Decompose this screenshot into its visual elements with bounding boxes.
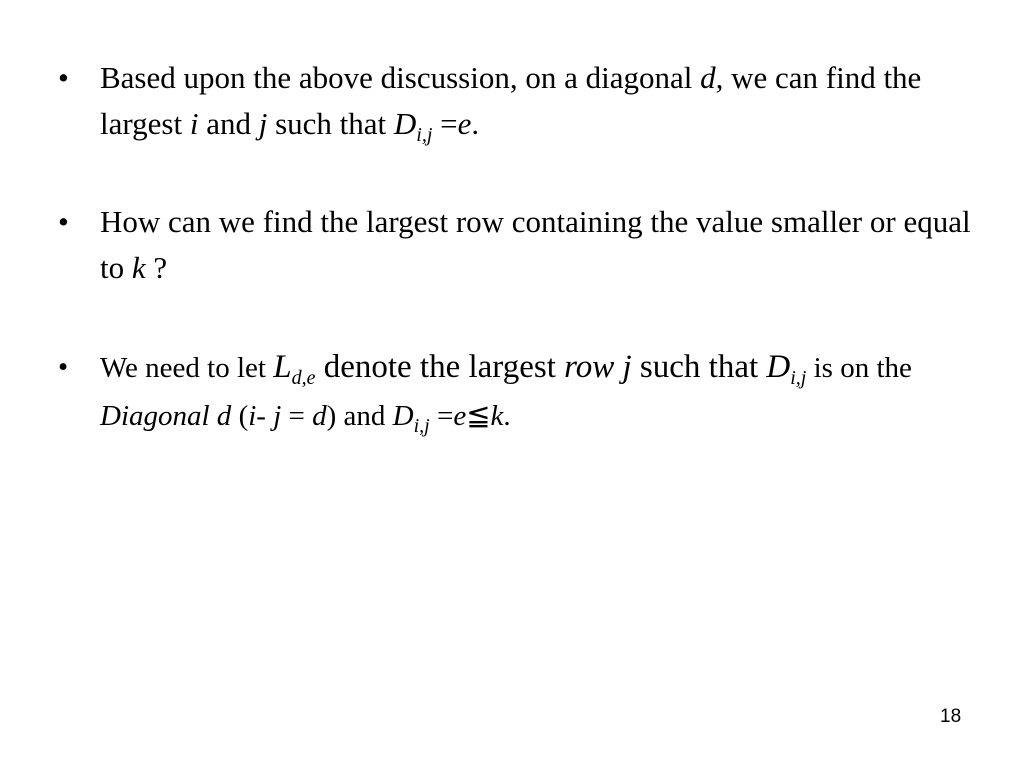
text-segment: k <box>131 250 146 285</box>
text-segment: k <box>490 400 504 432</box>
bullet-text <box>100 349 912 437</box>
bullet-item <box>58 199 978 291</box>
text-segment: i,j <box>416 124 433 146</box>
text-segment: i <box>189 106 199 141</box>
text-segment: denote the largest <box>315 349 565 385</box>
text-segment: i,j <box>413 415 430 437</box>
text-segment: = <box>429 400 454 432</box>
text-segment: D <box>766 349 791 385</box>
text-segment: j <box>273 400 282 432</box>
text-segment: d, <box>700 60 724 95</box>
text-segment: How can we find the largest row containing the value smaller or equal to <box>100 204 971 285</box>
text-segment: ≦ <box>466 400 491 432</box>
text-segment: i <box>248 400 257 432</box>
text-segment: row j <box>564 349 632 385</box>
bullet-item <box>58 55 978 147</box>
text-segment: d <box>312 400 327 432</box>
text-segment: d,e <box>291 367 316 389</box>
page-number: 18 <box>940 706 962 727</box>
bullet-list <box>58 55 978 492</box>
bullet-item <box>58 343 978 440</box>
text-segment: D <box>393 106 417 141</box>
text-segment: ( <box>231 400 249 432</box>
text-segment: i,j <box>790 367 807 389</box>
text-segment: = <box>281 400 313 432</box>
text-segment: ? <box>145 250 168 285</box>
bullet-text <box>100 204 971 285</box>
text-segment: Diagonal d <box>100 400 232 432</box>
text-segment: We need to let <box>100 352 274 384</box>
text-segment: j <box>258 106 268 141</box>
bullet-dot-icon: • <box>58 351 69 383</box>
text-segment: we can find the largest <box>100 60 922 141</box>
bullet-text <box>100 60 922 146</box>
text-segment: . <box>471 106 480 141</box>
text-segment: and <box>198 106 259 141</box>
text-segment: Based upon the above discussion, on a diagonal <box>100 60 701 95</box>
text-segment: D <box>392 400 414 432</box>
text-segment: e <box>457 106 472 141</box>
text-segment: e <box>453 400 467 432</box>
bullet-dot-icon: • <box>58 60 69 95</box>
text-segment: = <box>432 106 458 141</box>
text-segment: such that <box>267 106 394 141</box>
text-segment: L <box>273 349 292 385</box>
bullet-dot-icon: • <box>58 204 69 239</box>
text-segment: such that <box>631 349 767 385</box>
text-segment: . <box>503 400 511 432</box>
text-segment: - <box>256 400 274 432</box>
text-segment: is on the <box>806 352 912 384</box>
text-segment: ) and <box>326 400 393 432</box>
